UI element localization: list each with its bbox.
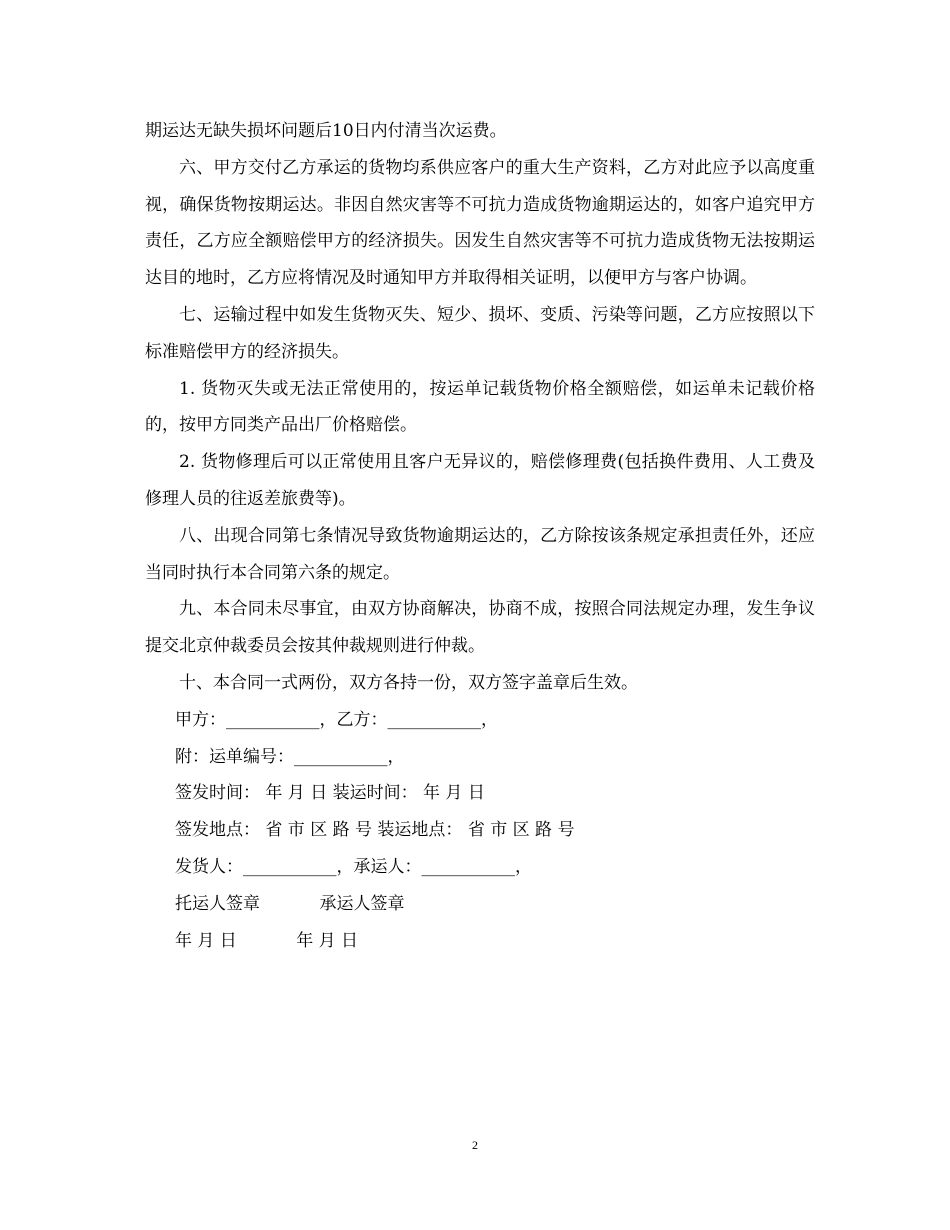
page-number: 2: [472, 1138, 478, 1152]
clause-seven: 七、运输过程中如发生货物灭失、短少、损坏、变质、污染等问题，乙方应按照以下标准赔偿甲方的经济损失。: [145, 304, 815, 362]
clause-ten: 十、本合同一式两份，双方各持一份，双方签字盖章后生效。: [179, 672, 638, 693]
document-body: [145, 113, 815, 959]
issue-time-line: 签发时间： 年 月 日 装运时间： 年 月 日: [175, 783, 485, 804]
clause-seven-item-2: 2. 货物修理后可以正常使用且客户无异议的，赔偿修理费(包括换件费用、人工费及修理人员的往返差旅费等)。: [145, 452, 815, 509]
clause-eight: 八、出现合同第七条情况导致货物逾期运达的，乙方除按该条规定承担责任外，还应当同时执行本合同第六条的规定。: [145, 525, 815, 583]
paragraph-continuation: 期运达无缺失损坏问题后10日内付清当次运费。: [145, 121, 507, 141]
waybill-number-line: 附：运单编号：___________，: [175, 746, 405, 767]
party-signature-line: 甲方：___________，乙方：___________，: [175, 709, 498, 730]
seal-dates-line: 年 月 日 年 月 日: [175, 930, 359, 951]
shipper-carrier-line: 发货人：___________，承运人：___________，: [175, 856, 532, 877]
clause-seven-item-1: 1. 货物灭失或无法正常使用的，按运单记载货物价格全额赔偿，如运单未记载价格的，按甲方同类产品出厂价格赔偿。: [145, 378, 815, 436]
seal-labels-line: 托运人签章 承运人签章: [175, 893, 405, 914]
clause-six: 六、甲方交付乙方承运的货物均系供应客户的重大生产资料，乙方对此应予以高度重视，确保货物按期运达。非因自然灾害等不可抗力造成货物逾期运达的，如客户追究甲方责任，乙方应全额赔偿甲方的经济损失。因发生自然灾害等不可抗力造成货物无法按期运达目的地时，乙方应将情况及时通知甲方并取得相关证明，以便甲方与客户协调。: [145, 157, 815, 289]
clause-nine: 九、本合同未尽事宜，由双方协商解决，协商不成，按照合同法规定办理，发生争议提交北京仲裁委员会按其仲裁规则进行仲裁。: [145, 599, 815, 657]
issue-place-line: 签发地点： 省 市 区 路 号 装运地点： 省 市 区 路 号: [175, 820, 575, 841]
